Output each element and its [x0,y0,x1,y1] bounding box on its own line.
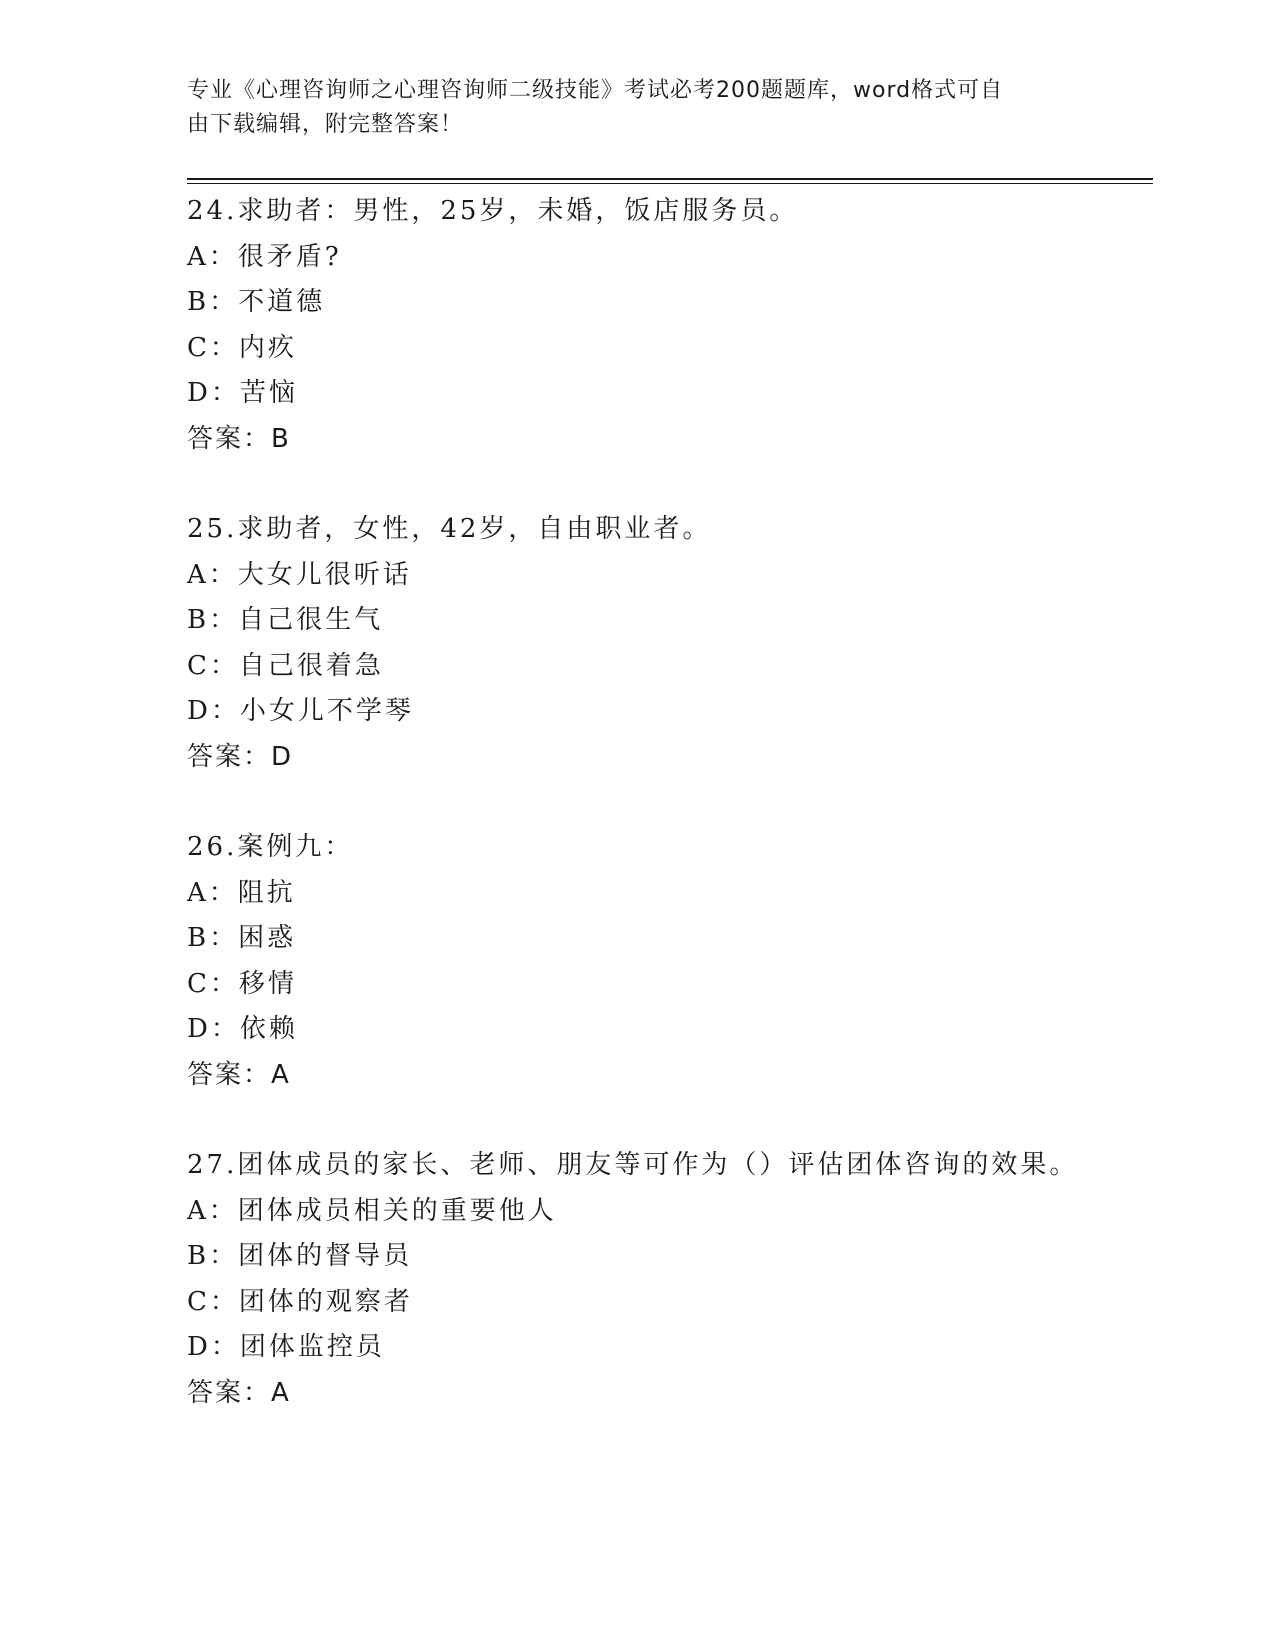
answer: 答案：D [187,741,294,772]
header-line-1: 专业《心理咨询师之心理咨询师二级技能》考试必考200题题库，word格式可自 [187,78,1004,103]
document-header [187,74,1067,142]
header-rule-thick [187,178,1153,180]
option-b: B：自己很生气 [187,605,384,635]
question-stem: 26.案例九： [187,832,354,862]
question-26 [187,825,1147,1098]
option-c: C：移情 [187,968,297,999]
question-stem: 24.求助者：男性，25岁，未婚，饭店服务员。 [187,196,799,226]
question-25 [187,507,1147,780]
option-a: A：团体成员相关的重要他人 [187,1195,557,1226]
question-27 [187,1143,1147,1416]
option-b: B：不道德 [187,287,326,317]
question-stem: 27.团体成员的家长、老师、朋友等可作为（）评估团体咨询的效果。 [187,1150,1079,1180]
answer: 答案：A [187,1059,291,1090]
option-c: C：团体的观察者 [187,1286,413,1317]
option-a: A：很矛盾? [187,241,342,272]
option-a: A：大女儿很听话 [187,559,412,590]
option-d: D：依赖 [187,1014,298,1044]
option-a: A：阻抗 [187,877,296,908]
answer: 答案：B [187,423,291,454]
option-b: B：困惑 [187,923,297,953]
option-d: D：苦恼 [187,378,298,408]
answer: 答案：A [187,1377,291,1408]
option-d: D：团体监控员 [187,1332,385,1362]
question-stem: 25.求助者，女性，42岁，自由职业者。 [187,514,712,544]
header-line-2: 由下载编辑，附完整答案！ [187,112,464,137]
header-rule-thin [187,183,1153,184]
question-24 [187,189,1147,462]
option-d: D：小女儿不学琴 [187,696,414,726]
option-c: C：内疚 [187,332,297,363]
option-b: B：团体的督导员 [187,1241,413,1271]
option-c: C：自己很着急 [187,650,384,681]
